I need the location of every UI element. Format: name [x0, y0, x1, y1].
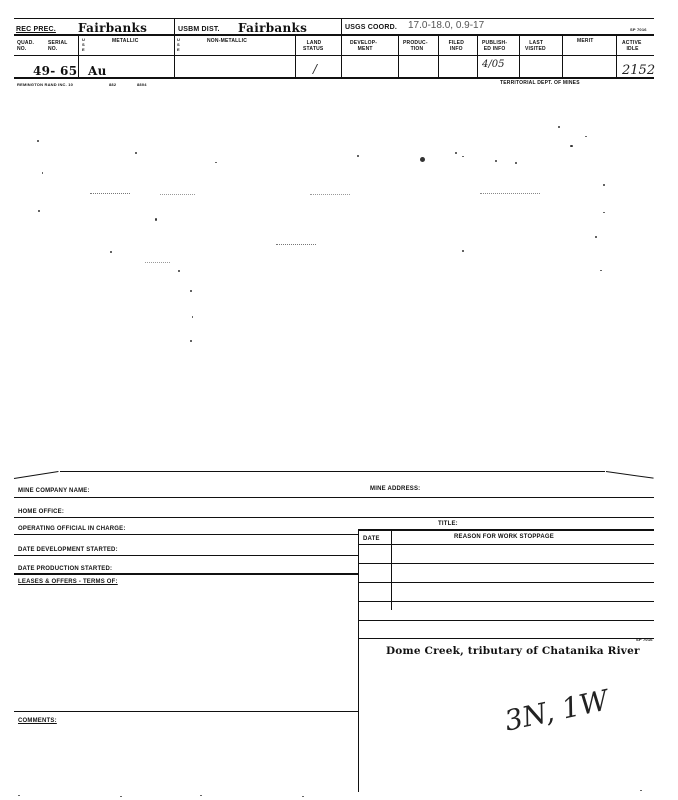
- date-development-started-label: DATE DEVELOPMENT STARTED:: [18, 547, 118, 553]
- col-land-status: LAND STATUS: [303, 40, 324, 52]
- col-development: DEVELOP- MENT: [350, 40, 378, 52]
- col-merit: MERIT: [577, 38, 594, 44]
- usbm-dist-label: USBM DIST.: [178, 26, 220, 33]
- footer-num-2: 8804: [137, 82, 147, 87]
- usgs-coord-value: 17.0-18.0, 0.9-17: [408, 20, 485, 31]
- col-serial-no: SERIAL NO.: [48, 40, 68, 52]
- date-production-started-label: DATE PRODUCTION STARTED:: [18, 566, 113, 572]
- form-code-bottom: SP 7016: [636, 637, 653, 642]
- header-top-rule: [14, 18, 654, 19]
- date-column-header: DATE: [363, 536, 380, 542]
- footer-num-1: 882: [109, 82, 117, 87]
- comments-label: COMMENTS:: [18, 718, 57, 724]
- col-quad-no: QUAD. NO.: [17, 40, 35, 52]
- land-status-value: /: [313, 62, 318, 76]
- rec-prec-value: Fairbanks: [78, 21, 148, 35]
- title-label: TITLE:: [438, 521, 458, 527]
- col-filed-info: FILED INFO: [447, 40, 465, 52]
- metallic-value: Au: [88, 64, 107, 78]
- usbm-dist-value: Fairbanks: [238, 21, 308, 35]
- col-active-idle: ACTIVE IDLE: [622, 40, 642, 52]
- footer-printer: REMINGTON RAND INC. 10: [17, 82, 74, 87]
- col-published-info: PUBLISH- ED INFO: [482, 40, 508, 52]
- active-idle-value: 2152: [622, 63, 656, 78]
- location-note: Dome Creek, tributary of Chatanika River: [386, 645, 640, 657]
- col-last-visited: LAST VISITED: [525, 40, 546, 52]
- col-metallic: METALLIC: [112, 38, 139, 44]
- home-office-label: HOME OFFICE:: [18, 509, 65, 515]
- handwritten-township: 3N, 1W: [501, 683, 612, 738]
- footer-dept: TERRITORIAL DEPT. OF MINES: [500, 80, 580, 86]
- form-code-top: SP 7016: [630, 27, 647, 32]
- mine-address-label: MINE ADDRESS:: [370, 486, 421, 492]
- leases-offers-label: LEASES & OFFERS - TERMS OF:: [18, 579, 118, 585]
- data-row-rule: [14, 77, 654, 79]
- published-info-value: 4/05: [482, 59, 505, 70]
- quad-serial-value: 49- 65: [33, 64, 78, 78]
- column-heading-rule: [14, 55, 654, 56]
- col-use-nonmetallic: U S E: [177, 37, 181, 52]
- col-use-metallic: U S E: [82, 37, 86, 52]
- col-production: PRODUC- TION: [403, 40, 428, 52]
- header-row-rule: [14, 34, 654, 36]
- rec-prec-label: REC PREC.: [16, 26, 56, 33]
- operating-official-label: OPERATING OFFICIAL IN CHARGE:: [18, 526, 126, 532]
- usgs-coord-label: USGS COORD.: [345, 24, 397, 31]
- reason-column-header: REASON FOR WORK STOPPAGE: [454, 534, 554, 540]
- col-non-metallic: NON-METALLIC: [207, 38, 248, 44]
- mine-company-name-label: MINE COMPANY NAME:: [18, 488, 90, 494]
